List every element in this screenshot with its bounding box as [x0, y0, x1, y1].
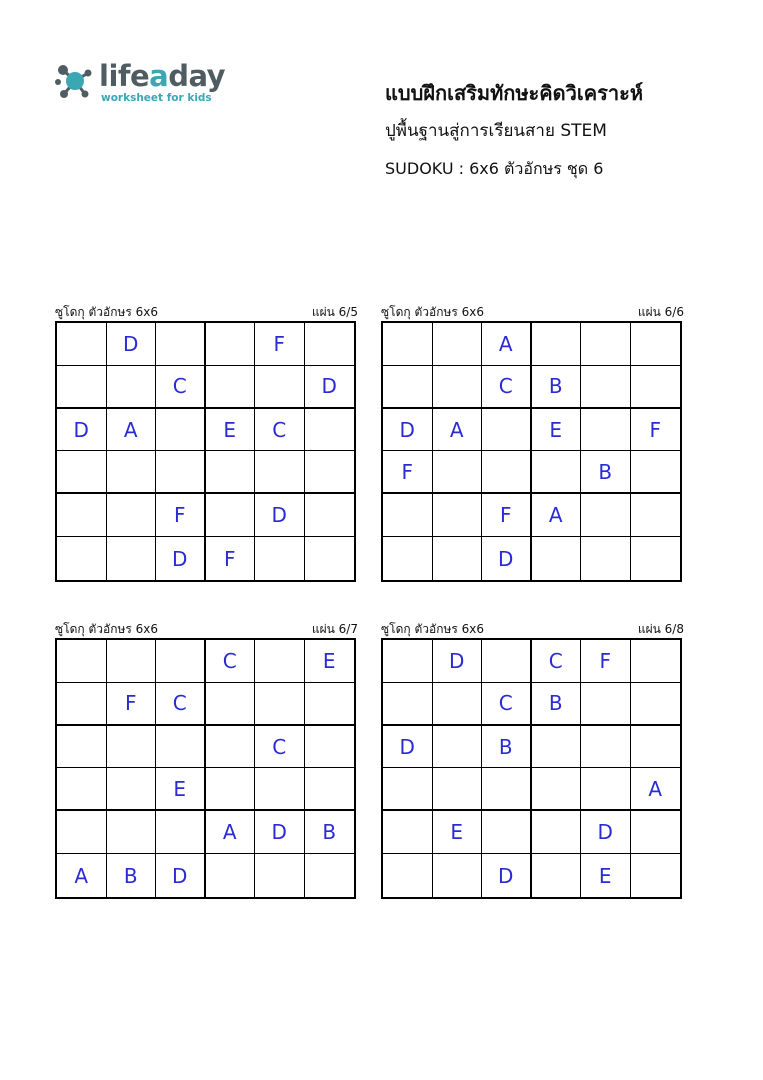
- empty-cell: [631, 366, 681, 409]
- given-cell: E: [156, 768, 206, 811]
- empty-cell: [57, 537, 107, 580]
- empty-cell: [433, 366, 483, 409]
- logo-word-part1: life: [99, 59, 150, 93]
- given-cell: C: [206, 640, 256, 683]
- given-cell: E: [532, 409, 582, 452]
- given-cell: C: [482, 366, 532, 409]
- worksheet-set-label: SUDOKU : 6x6 ตัวอักษร ชุด 6: [385, 159, 604, 178]
- empty-cell: [532, 854, 582, 897]
- given-cell: A: [631, 768, 681, 811]
- empty-cell: [206, 726, 256, 769]
- empty-cell: [255, 854, 305, 897]
- empty-cell: [482, 768, 532, 811]
- lifeaday-logo: [55, 58, 225, 106]
- empty-cell: [305, 451, 355, 494]
- empty-cell: [305, 768, 355, 811]
- empty-cell: [631, 854, 681, 897]
- empty-cell: [107, 640, 157, 683]
- given-cell: B: [581, 451, 631, 494]
- sudoku-puzzle-2: [381, 305, 684, 582]
- puzzle-name: ซูโดกุ ตัวอักษร 6x6: [381, 622, 485, 636]
- empty-cell: [383, 494, 433, 537]
- given-cell: D: [156, 537, 206, 580]
- sudoku-puzzle-4: [381, 622, 684, 899]
- given-cell: A: [107, 409, 157, 452]
- given-cell: E: [581, 854, 631, 897]
- given-cell: A: [482, 323, 532, 366]
- empty-cell: [57, 494, 107, 537]
- empty-cell: [581, 366, 631, 409]
- empty-cell: [482, 409, 532, 452]
- empty-cell: [57, 451, 107, 494]
- logo-wordmark: [99, 60, 225, 92]
- empty-cell: [305, 683, 355, 726]
- sudoku-puzzle-3: [55, 622, 358, 899]
- empty-cell: [383, 683, 433, 726]
- empty-cell: [255, 768, 305, 811]
- given-cell: D: [107, 323, 157, 366]
- given-cell: C: [482, 683, 532, 726]
- empty-cell: [107, 451, 157, 494]
- sudoku-grid: [55, 638, 356, 899]
- empty-cell: [433, 537, 483, 580]
- empty-cell: [433, 768, 483, 811]
- worksheet-header: [385, 78, 745, 184]
- empty-cell: [631, 537, 681, 580]
- puzzle-header: [381, 622, 684, 638]
- empty-cell: [482, 451, 532, 494]
- molecule-logo-icon: [55, 60, 95, 102]
- given-cell: C: [255, 726, 305, 769]
- empty-cell: [433, 726, 483, 769]
- empty-cell: [305, 323, 355, 366]
- empty-cell: [107, 494, 157, 537]
- empty-cell: [156, 640, 206, 683]
- given-cell: C: [156, 683, 206, 726]
- empty-cell: [631, 451, 681, 494]
- empty-cell: [433, 683, 483, 726]
- given-cell: D: [482, 537, 532, 580]
- empty-cell: [305, 494, 355, 537]
- empty-cell: [433, 854, 483, 897]
- empty-cell: [305, 409, 355, 452]
- puzzle-header: [55, 305, 358, 321]
- worksheet-title: แบบฝึกเสริมทักษะคิดวิเคราะห์: [385, 81, 644, 105]
- puzzle-sheet-number: แผ่น 6/7: [311, 622, 358, 636]
- given-cell: B: [305, 811, 355, 854]
- logo-tagline: worksheet for kids: [101, 92, 212, 104]
- empty-cell: [581, 768, 631, 811]
- empty-cell: [57, 683, 107, 726]
- empty-cell: [57, 768, 107, 811]
- empty-cell: [383, 640, 433, 683]
- empty-cell: [383, 323, 433, 366]
- given-cell: B: [482, 726, 532, 769]
- empty-cell: [581, 537, 631, 580]
- puzzle-sheet-number: แผ่น 6/5: [311, 305, 358, 319]
- empty-cell: [255, 366, 305, 409]
- empty-cell: [383, 366, 433, 409]
- empty-cell: [206, 451, 256, 494]
- given-cell: A: [532, 494, 582, 537]
- given-cell: D: [482, 854, 532, 897]
- empty-cell: [433, 323, 483, 366]
- given-cell: C: [156, 366, 206, 409]
- empty-cell: [383, 768, 433, 811]
- empty-cell: [57, 726, 107, 769]
- empty-cell: [255, 683, 305, 726]
- empty-cell: [383, 537, 433, 580]
- empty-cell: [482, 640, 532, 683]
- empty-cell: [305, 726, 355, 769]
- puzzle-header: [381, 305, 684, 321]
- empty-cell: [532, 811, 582, 854]
- worksheet-subtitle: ปูพื้นฐานสู่การเรียนสาย STEM: [385, 121, 607, 141]
- empty-cell: [57, 640, 107, 683]
- puzzle-sheet-number: แผ่น 6/8: [637, 622, 684, 636]
- empty-cell: [581, 409, 631, 452]
- given-cell: D: [57, 409, 107, 452]
- given-cell: F: [156, 494, 206, 537]
- given-cell: D: [255, 494, 305, 537]
- given-cell: E: [206, 409, 256, 452]
- empty-cell: [57, 366, 107, 409]
- empty-cell: [206, 854, 256, 897]
- puzzle-name: ซูโดกุ ตัวอักษร 6x6: [55, 305, 159, 319]
- empty-cell: [631, 640, 681, 683]
- empty-cell: [206, 683, 256, 726]
- puzzle-sheet-number: แผ่น 6/6: [637, 305, 684, 319]
- given-cell: D: [581, 811, 631, 854]
- empty-cell: [581, 683, 631, 726]
- given-cell: F: [581, 640, 631, 683]
- empty-cell: [206, 768, 256, 811]
- given-cell: F: [255, 323, 305, 366]
- sudoku-grid: [381, 638, 682, 899]
- empty-cell: [532, 768, 582, 811]
- empty-cell: [255, 451, 305, 494]
- empty-cell: [107, 811, 157, 854]
- puzzle-header: [55, 622, 358, 638]
- given-cell: D: [383, 726, 433, 769]
- empty-cell: [631, 811, 681, 854]
- logo-word-part2: day: [168, 59, 226, 93]
- empty-cell: [156, 323, 206, 366]
- empty-cell: [206, 323, 256, 366]
- empty-cell: [532, 537, 582, 580]
- given-cell: F: [482, 494, 532, 537]
- empty-cell: [482, 811, 532, 854]
- puzzle-name: ซูโดกุ ตัวอักษร 6x6: [55, 622, 159, 636]
- logo-word-accent: a: [149, 59, 169, 93]
- empty-cell: [581, 323, 631, 366]
- given-cell: A: [57, 854, 107, 897]
- puzzle-name: ซูโดกุ ตัวอักษร 6x6: [381, 305, 485, 319]
- empty-cell: [57, 323, 107, 366]
- empty-cell: [532, 451, 582, 494]
- given-cell: D: [383, 409, 433, 452]
- empty-cell: [305, 537, 355, 580]
- empty-cell: [631, 323, 681, 366]
- empty-cell: [255, 640, 305, 683]
- given-cell: F: [107, 683, 157, 726]
- given-cell: B: [107, 854, 157, 897]
- given-cell: E: [433, 811, 483, 854]
- empty-cell: [107, 537, 157, 580]
- empty-cell: [433, 451, 483, 494]
- empty-cell: [532, 323, 582, 366]
- given-cell: D: [255, 811, 305, 854]
- given-cell: B: [532, 366, 582, 409]
- given-cell: F: [206, 537, 256, 580]
- empty-cell: [383, 811, 433, 854]
- given-cell: A: [433, 409, 483, 452]
- empty-cell: [156, 726, 206, 769]
- given-cell: A: [206, 811, 256, 854]
- given-cell: D: [433, 640, 483, 683]
- empty-cell: [305, 854, 355, 897]
- given-cell: D: [305, 366, 355, 409]
- empty-cell: [156, 409, 206, 452]
- empty-cell: [107, 726, 157, 769]
- empty-cell: [57, 811, 107, 854]
- empty-cell: [107, 366, 157, 409]
- empty-cell: [631, 726, 681, 769]
- given-cell: C: [255, 409, 305, 452]
- given-cell: F: [383, 451, 433, 494]
- empty-cell: [631, 683, 681, 726]
- empty-cell: [631, 494, 681, 537]
- given-cell: B: [532, 683, 582, 726]
- sudoku-grid: [55, 321, 356, 582]
- given-cell: F: [631, 409, 681, 452]
- empty-cell: [383, 854, 433, 897]
- given-cell: C: [532, 640, 582, 683]
- sudoku-puzzle-1: [55, 305, 358, 582]
- empty-cell: [206, 494, 256, 537]
- empty-cell: [206, 366, 256, 409]
- empty-cell: [581, 726, 631, 769]
- sudoku-grid: [381, 321, 682, 582]
- empty-cell: [156, 811, 206, 854]
- empty-cell: [255, 537, 305, 580]
- empty-cell: [433, 494, 483, 537]
- given-cell: E: [305, 640, 355, 683]
- given-cell: D: [156, 854, 206, 897]
- empty-cell: [581, 494, 631, 537]
- empty-cell: [156, 451, 206, 494]
- empty-cell: [532, 726, 582, 769]
- empty-cell: [107, 768, 157, 811]
